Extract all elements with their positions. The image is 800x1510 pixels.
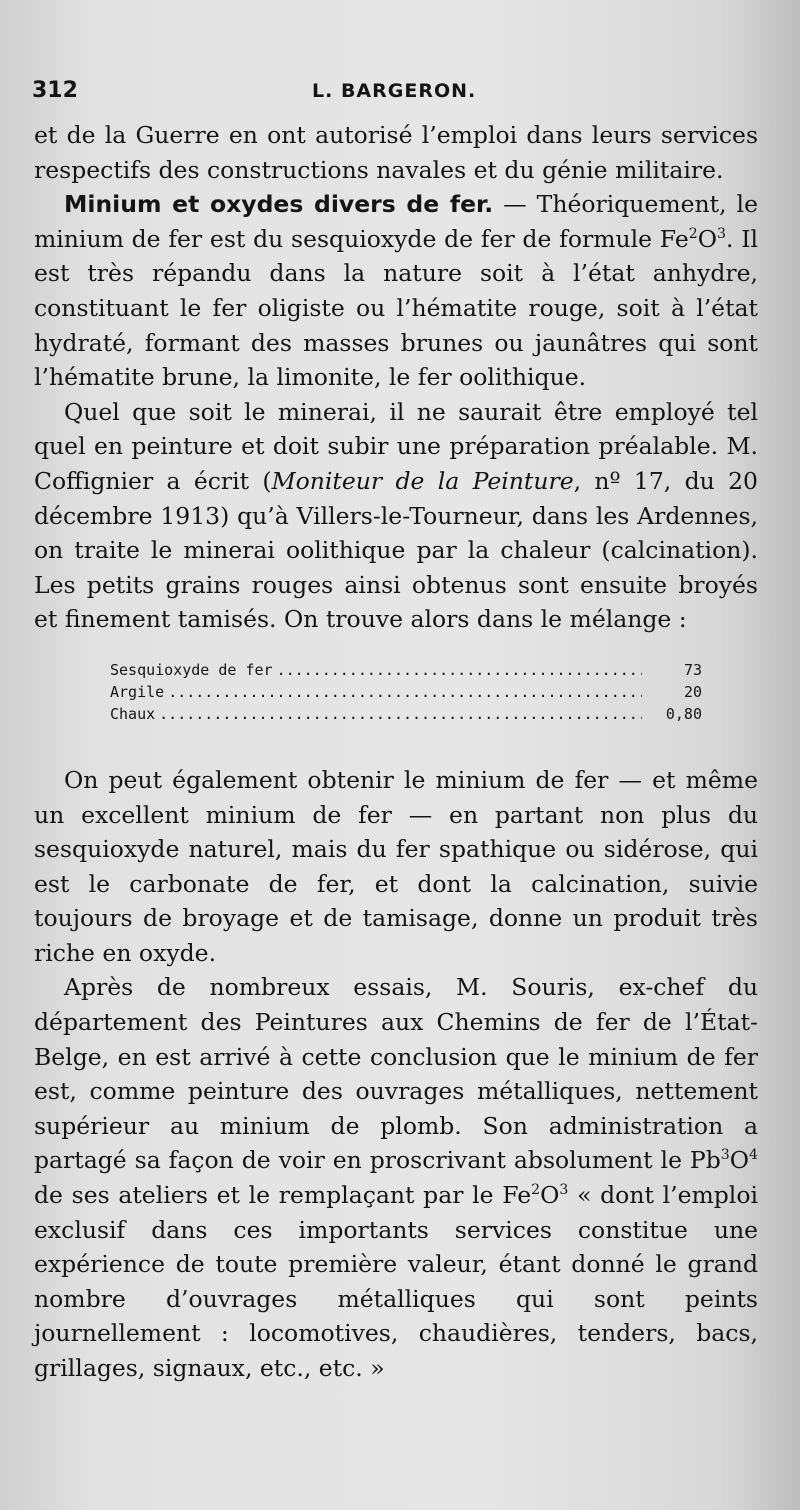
dot-leader	[164, 681, 642, 703]
table-row	[110, 659, 702, 681]
paragraph-text: . Il est très répandu dans la nature soit à l’état anhydre, constituant le fer oligiste ou l’hématite rouge, soit à l’état hydraté, formant des masses brunes ou jaunâtres qui sont l’hématite brune, la limonite, le fer oolithique.	[34, 224, 758, 392]
paragraph-text: O	[540, 1181, 560, 1210]
citation-title: Moniteur de la Peinture	[271, 466, 574, 495]
formula-superscript: 4	[749, 1147, 758, 1164]
table-row	[110, 703, 702, 725]
composition-value: 20	[683, 682, 702, 701]
page-header	[32, 78, 762, 110]
composition-table	[110, 659, 702, 725]
composition-label: Sesquioxyde de fer	[110, 660, 273, 679]
paragraph-text: — Théoriquement, le minium de fer est du sesquioxyde de fer de formule Fe	[34, 190, 758, 253]
composition-value: 0,80	[665, 704, 702, 723]
body-text	[34, 118, 758, 1386]
formula-superscript: 3	[559, 1182, 569, 1199]
formula-superscript: 2	[531, 1182, 541, 1199]
formula-superscript: 3	[720, 1147, 730, 1164]
table-row	[110, 681, 702, 703]
paragraph-text: « dont l’emploi exclusif dans ces importants services constitue une expérience de toute première valeur, étant donné le grand nombre d’ouvrages métalliques qui sont peints journellement : locomotives, chaudières, tenders, bacs, grillages, signaux, etc., etc. »	[34, 1181, 758, 1382]
paragraph-text: de ses ateliers et le remplaçant par le Fe	[34, 1181, 532, 1210]
formula-superscript: 3	[717, 225, 726, 242]
paragraph-souris	[34, 970, 758, 1385]
paragraph-text: Quel que soit le minerai, il ne saurait être employé tel quel en peinture et doit subir une préparation préalable. M. Coffignier a écrit (	[34, 397, 758, 495]
running-head: L. BARGERON.	[312, 80, 477, 102]
paragraph-siderose	[34, 763, 758, 971]
composition-label: Chaux	[110, 704, 156, 723]
paragraph-text: , nº 17, du 20 décembre 1913) qu’à Villers-le-Tourneur, dans les Ardennes, on traite le minerai oolithique par la chaleur (calcination). Les petits grains rouges ainsi obtenus sont ensuite broyés et finement tamisés. On trouve alors dans le mélange :	[34, 466, 758, 634]
composition-label: Argile	[110, 682, 165, 701]
composition-value: 73	[683, 660, 702, 679]
paragraph-text: O	[729, 1146, 750, 1175]
dot-leader	[273, 659, 642, 681]
page-number: 312	[32, 78, 78, 103]
paragraph-text: et de la Guerre en ont autorisé l’emploi dans leurs services respectifs des constructions navales et du génie militaire.	[34, 121, 758, 184]
paragraph-continued	[34, 118, 758, 187]
section-heading: Minium et oxydes divers de fer.	[64, 190, 494, 219]
dot-leader	[155, 703, 642, 725]
formula-superscript: 2	[688, 225, 698, 242]
paragraph-preparation	[34, 395, 758, 637]
paragraph-minium-section	[34, 187, 758, 395]
paragraph-text: O	[697, 224, 717, 253]
paragraph-text: On peut également obtenir le minium de fer — et même un excellent minium de fer — en partant non plus du sesquioxyde naturel, mais du fer spathique ou sidérose, qui est le carbonate de fer, et dont la calcination, suivie toujours de broyage et de tamisage, donne un produit très riche en oxyde.	[34, 765, 758, 967]
paragraph-text: Après de nombreux essais, M. Souris, ex-chef du département des Peintures aux Chemins de fer de l’État-Belge, en est arrivé à cette conclusion que le minium de fer est, comme peinture des ouvrages métalliques, nettement supérieur au minium de plomb. Son administration a partagé sa façon de voir en proscrivant absolument le Pb	[34, 973, 758, 1175]
